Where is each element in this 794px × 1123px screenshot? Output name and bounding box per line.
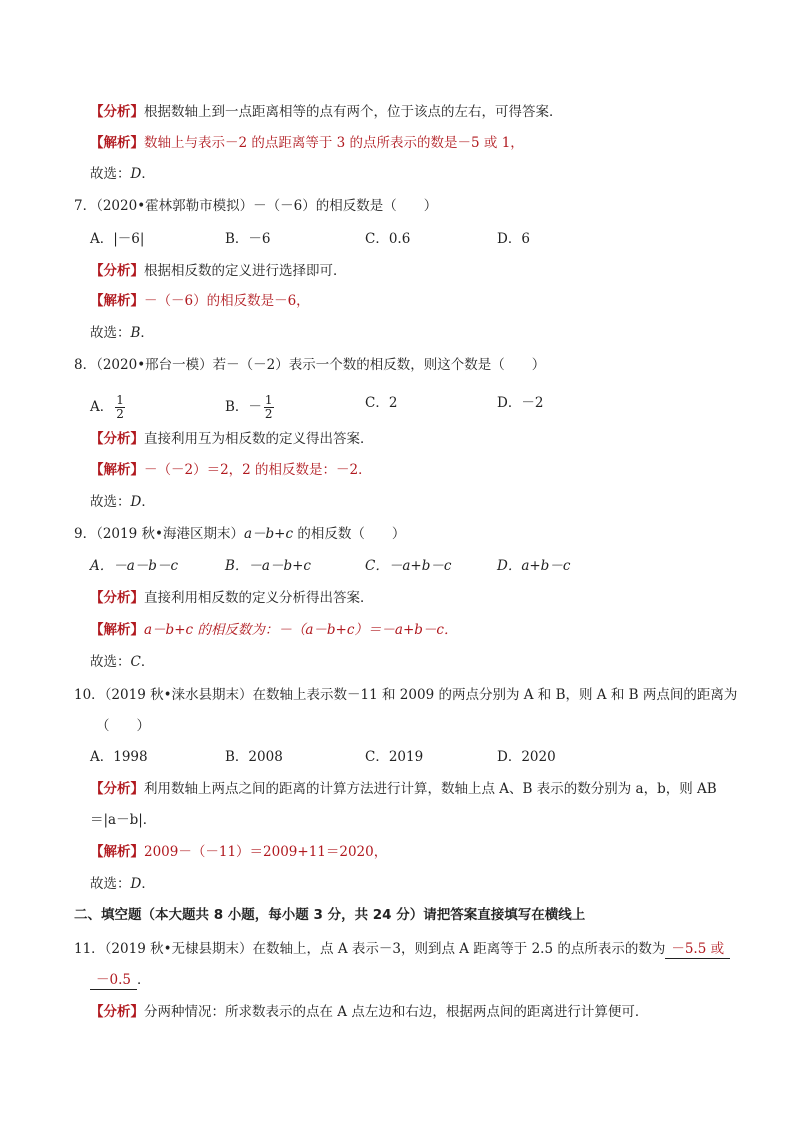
q6-answer: 故选：D．: [90, 166, 155, 182]
q6-solution: [90, 134, 524, 152]
q10-option-a: A．1998: [90, 749, 148, 765]
q7-answer: 故选：B．: [90, 325, 154, 341]
fill-blank-answer: －5.5 或: [665, 940, 730, 959]
q10-option-d: D．2020: [497, 749, 556, 765]
q7-options: [90, 230, 690, 248]
q9-option-d: D．a+b－c: [497, 558, 571, 574]
q11-stem-line1: 11．（2019 秋•无棣县期末）在数轴上，点 A 表示－3，则到点 A 距离等于 2.5 的点所表示的数为 －5.5 或: [74, 940, 730, 959]
q9-option-b: B．－a－b+c: [225, 558, 311, 574]
q7-option-b: B．－6: [225, 231, 271, 247]
answer-letter: D: [130, 166, 142, 182]
q9-analysis: 【分析】直接利用相反数的定义分析得出答案．: [90, 590, 374, 606]
q7-stem: 7．（2020•霍林郭勒市模拟）－（－6）的相反数是（ ）: [74, 198, 438, 214]
q8-option-b: B．－ $\frac{1}{2}$: [225, 393, 273, 421]
q11-stem-line2: －0.5 ．: [90, 971, 150, 990]
q7-solution: 【解析】－（－6）的相反数是－6，: [90, 293, 310, 309]
q10-stem-line2: （ ）: [96, 718, 150, 734]
analysis-tag: 【分析】: [90, 104, 144, 120]
section-title: 二、填空题（本大题共 8 小题，每小题 3 分，共 24 分）请把答案直接填写在横线上: [74, 907, 586, 923]
q9-solution: 【解析】a－b+c 的相反数为：－（a－b+c）＝－a+b－c．: [90, 622, 458, 638]
q11-analysis: 【分析】分两种情况：所求数表示的点在 A 点左边和右边，根据两点间的距离进行计算便可．: [90, 1004, 649, 1020]
analysis-text: 根据数轴上到一点距离相等的点有两个，位于该点的左右，可得答案．: [144, 104, 563, 120]
q8-option-c: C．2: [365, 395, 398, 411]
q10-stem-line1: 10．（2019 秋•涞水县期末）在数轴上表示数－11 和 2009 的两点分别为 A 和 B，则 A 和 B 两点间的距离为: [74, 687, 738, 703]
q8-solution: 【解析】－（－2）＝2，2 的相反数是：－2．: [90, 462, 372, 478]
fraction: $\frac{1}{2}$: [116, 393, 124, 421]
q7-option-d: D．6: [497, 231, 530, 247]
q9-answer: 故选：C．: [90, 654, 155, 670]
fraction: $\frac{1}{2}$: [264, 393, 273, 421]
q10-option-c: C．2019: [365, 749, 424, 765]
q9-options: [90, 557, 690, 575]
q10-answer: 故选：D．: [90, 876, 155, 892]
q8-option-a: A． $\frac{1}{2}$: [90, 393, 124, 421]
solution-text: 数轴上与表示－2 的点距离等于 3 的点所表示的数是－5 或 1，: [144, 135, 524, 151]
q8-option-d: D．－2: [497, 395, 544, 411]
q8-stem: 8．（2020•邢台一模）若－（－2）表示一个数的相反数，则这个数是（ ）: [74, 357, 546, 373]
fill-blank-answer-cont: －0.5: [90, 971, 137, 990]
q10-analysis-line2: ＝|a－b|．: [90, 812, 157, 828]
q9-option-c: C．－a+b－c: [365, 558, 452, 574]
q6-analysis: [90, 103, 563, 121]
q8-analysis: 【分析】直接利用互为相反数的定义得出答案．: [90, 431, 374, 447]
q7-option-c: C．0.6: [365, 231, 411, 247]
q7-analysis: 【分析】根据相反数的定义进行选择即可．: [90, 263, 347, 279]
solution-tag: 【解析】: [90, 135, 144, 151]
q10-solution: 【解析】2009－（－11）＝2009+11＝2020，: [90, 844, 388, 860]
q8-options: [90, 386, 690, 420]
q9-stem: 9．（2019 秋•海港区期末）a－b+c 的相反数（ ）: [74, 526, 406, 542]
q10-analysis-line1: 【分析】利用数轴上两点之间的距离的计算方法进行计算，数轴上点 A、B 表示的数分别为 a，b，则 AB: [90, 781, 717, 797]
q10-options: [90, 748, 690, 766]
q9-option-a: A．－a－b－c: [90, 558, 179, 574]
q8-answer: 故选：D．: [90, 494, 155, 510]
q10-option-b: B．2008: [225, 749, 283, 765]
q7-option-a: A．|－6|: [90, 231, 145, 247]
